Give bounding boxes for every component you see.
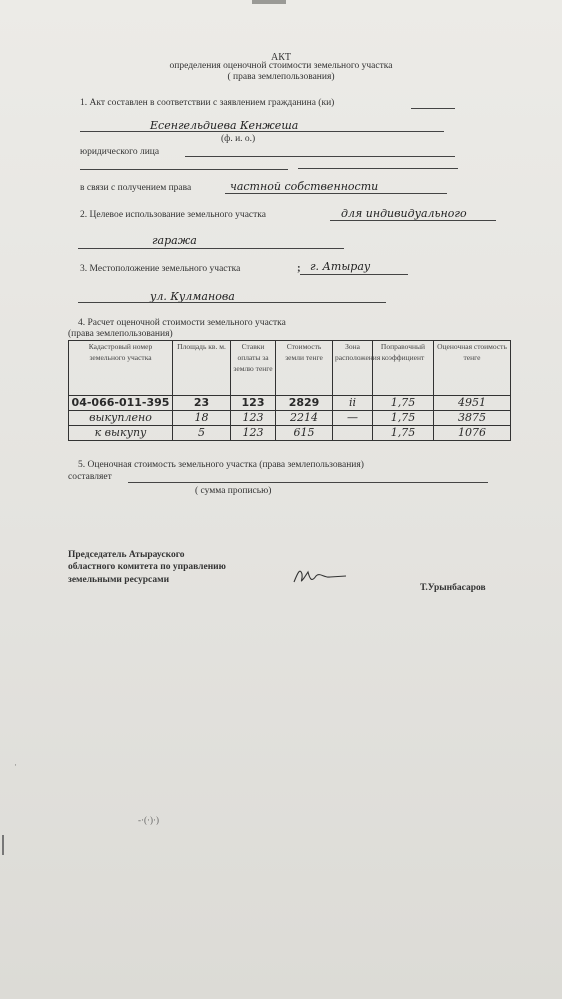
cell-land-cost: 615 (276, 426, 333, 441)
item2-label: 2. Целевое использование земельного участка (80, 210, 266, 220)
item3-semicolon: ; (297, 262, 301, 274)
location-value-2: ул. Кулманова (150, 290, 235, 303)
doc-title: АКТ (271, 52, 291, 63)
cell-cadastral: 04-066-011-395 (69, 396, 173, 411)
col-header-cadastral: Кадастровый номер земельного участка (69, 341, 173, 396)
item4-label-2: (права землепользования) (68, 329, 173, 339)
col-header-rate: Ставки оплаты за землю тенге (231, 341, 276, 396)
stray-mark: -·(·)·) (138, 815, 159, 825)
cell-rate: 123 (231, 426, 276, 441)
legal-underline-2 (80, 169, 288, 170)
col-header-area: Площадь кв. м. (173, 341, 231, 396)
purpose-value-2: гаража (152, 234, 197, 247)
right-value: частной собственности (230, 180, 379, 193)
cell-valuation: 1076 (434, 426, 511, 441)
item3-label: 3. Местоположение земельного участка (80, 264, 241, 274)
valuation-table (68, 340, 511, 441)
table-row (69, 396, 511, 411)
sum-in-words-caption: ( сумма прописью) (195, 486, 272, 496)
cell-land-cost: 2829 (276, 396, 333, 411)
top-edge-mark (252, 0, 286, 4)
cell-cadastral: к выкупу (69, 426, 173, 441)
cell-zone: — (333, 411, 373, 426)
cell-valuation: 3875 (434, 411, 511, 426)
cell-valuation: 4951 (434, 396, 511, 411)
cell-area: 18 (173, 411, 231, 426)
signatory-name: Т.Урынбасаров (420, 583, 486, 593)
cell-area: 5 (173, 426, 231, 441)
stray-mark (2, 835, 12, 855)
legal-underline-3 (298, 168, 458, 169)
cell-coefficient: 1,75 (373, 426, 434, 441)
stray-mark: · (14, 760, 17, 770)
purpose-underline-2 (78, 248, 344, 249)
col-header-zone: Зона расположения (333, 341, 373, 396)
cell-rate: 123 (231, 411, 276, 426)
right-label: в связи с получением права (80, 183, 192, 193)
location-value-1: г. Атырау (310, 260, 371, 273)
doc-subtitle: определения оценочной стоимости земельного участка (169, 61, 393, 71)
legal-entity-label: юридического лица (80, 147, 160, 157)
cell-coefficient: 1,75 (373, 411, 434, 426)
fio-caption: (ф. и. о.) (221, 134, 256, 144)
col-header-coefficient: Поправочный коэффициент (373, 341, 434, 396)
applicant-underline (80, 131, 444, 132)
location-underline-1 (300, 274, 408, 275)
right-underline (225, 193, 447, 194)
table-row (69, 426, 511, 441)
cell-zone (333, 426, 373, 441)
location-underline-2 (78, 302, 386, 303)
cell-area: 23 (173, 396, 231, 411)
cell-land-cost: 2214 (276, 411, 333, 426)
col-header-land-cost: Стоимость земли тенге (276, 341, 333, 396)
cell-zone: ii (333, 396, 373, 411)
item5-label-2: составляет (68, 472, 112, 482)
legal-underline-1 (185, 156, 455, 157)
table-header-row (69, 341, 511, 396)
applicant-name: Есенгельдиева Кенжеша (150, 119, 299, 132)
handwritten-signature (290, 564, 350, 590)
signatory-line-3: земельными ресурсами (68, 575, 170, 585)
cell-rate: 123 (231, 396, 276, 411)
cell-coefficient: 1,75 (373, 396, 434, 411)
cell-cadastral: выкуплено (69, 411, 173, 426)
signatory-line-1: Председатель Атырауского (68, 550, 185, 560)
signatory-line-2: областного комитета по управлению (68, 562, 226, 572)
purpose-value-1: для индивидуального (341, 207, 467, 220)
item5-label: 5. Оценочная стоимость земельного участка (права землепользования) (78, 460, 364, 470)
purpose-underline-1 (330, 220, 496, 221)
item5-underline (128, 482, 488, 483)
doc-subtitle-paren: ( права землепользования) (227, 72, 335, 82)
item1-underline (411, 108, 455, 109)
item1-label: 1. Акт составлен в соответствии с заявлением гражданина (ки) (80, 98, 335, 108)
item4-label: 4. Расчет оценочной стоимости земельного участка (78, 318, 286, 328)
col-header-valuation: Оценочная стоимость тенге (434, 341, 511, 396)
table-row (69, 411, 511, 426)
